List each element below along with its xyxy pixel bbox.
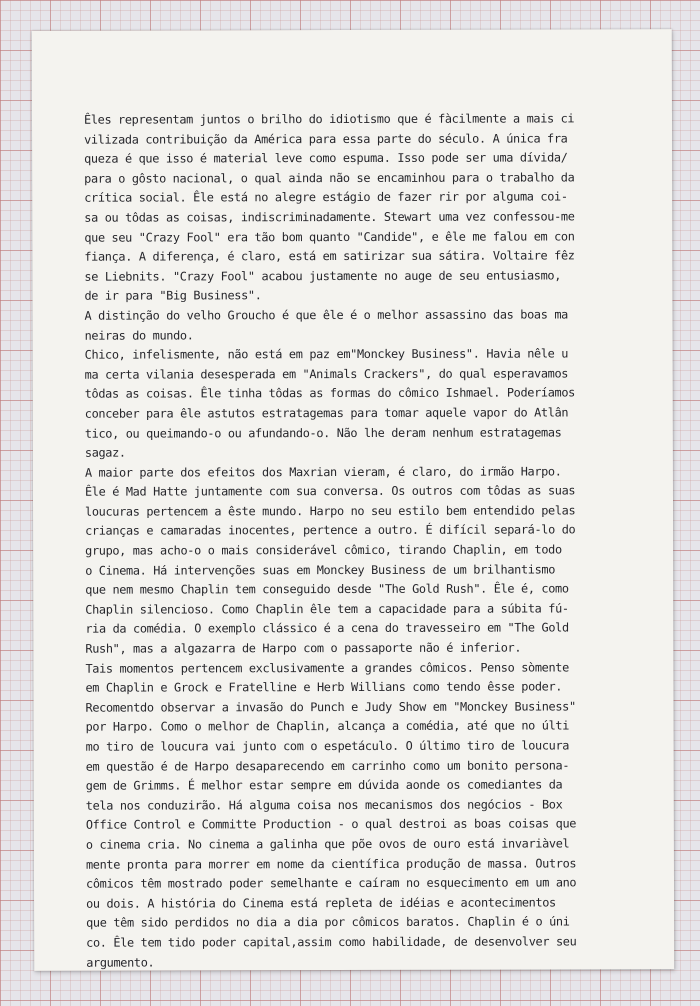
text-line: co. Êle tem tido poder capital,assim como habilidade, de desenvolver seu — [86, 934, 577, 950]
text-line: crítica social. Êle está no alegre estágio de fazer rir por alguma coi- — [84, 189, 568, 206]
text-line: queza é que isso é material leve como espuma. Isso pode ser uma dívida/ — [84, 150, 568, 166]
text-line: A distinção do velho Groucho é que êle é o melhor assassino das boas ma — [84, 307, 568, 323]
text-line: Chico, infelismente, não está em paz em"Monckey Business". Havia nêle u — [84, 346, 569, 362]
text-line: Rush", mas a algazarra de Harpo com o passaporte não é inferior. — [85, 640, 522, 656]
text-line: crianças e camaradas inocentes, pertence a outro. É difícil separá-lo do — [85, 522, 576, 539]
text-line: para o gôsto nacional, o qual ainda não se encaminhou para o trabalho da — [84, 170, 575, 186]
text-line: o Cinema. Há intervenções suas em Monckey Business de um brilhantismo — [85, 562, 556, 578]
text-line: por Harpo. Como o melhor de Chaplin, alcança a comédia, até que no últi — [85, 718, 570, 735]
text-line: vilizada contribuição da América para essa parte do século. A única fra — [84, 131, 568, 147]
text-line: tela nos conduzirão. Há alguma coisa nos mecanismos dos negócios - Box — [85, 797, 563, 813]
text-line: ria da comédia. O exemplo clássico é a cena do travesseiro em "The Gold — [85, 620, 569, 637]
text-line: sagaz. — [84, 445, 126, 460]
text-line: Office Control e Committe Production - o qual destroi as boas coisas que — [85, 816, 577, 833]
text-line: loucuras pertencem a êste mundo. Harpo no seu estilo bem entendido pelas — [85, 503, 576, 519]
text-line: grupo, mas acho-o o mais considerável cômico, tirando Chaplin, em todo — [85, 542, 562, 558]
text-line: tico, ou queimando-o ou afundando-o. Não lhe deram nenhum estratagemas — [84, 424, 562, 441]
text-line: ma certa vilania desesperada em "Animals Crackers", do qual esperavamos — [84, 366, 569, 382]
text-line: tôdas as coisas. Êle tinha tôdas as formas do cômico Ishmael. Poderíamos — [84, 385, 575, 402]
text-line: em questão é de Harpo desaparecendo em carrinho como um bonito persona- — [85, 758, 570, 774]
text-line: conceber para êle astutos estratagemas para tomar aquele vapor do Atlân — [84, 405, 569, 421]
text-line: Chaplin silencioso. Como Chaplin êle tem a capacidade para a súbita fú- — [85, 601, 569, 617]
text-line: de ir para "Big Business". — [84, 288, 262, 304]
text-line: Recomentdo observar a invasão do Punch e Judy Show em "Monckey Business" — [85, 699, 576, 715]
text-line: ou dois. A história do Cinema está repleta de idéias e acontecimentos — [86, 895, 556, 911]
text-line: Tais momentos pertencem exclusivamente a grandes cômicos. Penso sòmente — [85, 660, 569, 676]
text-line: Êles representam juntos o brilho do idiotismo que é fàcilmente a mais ci — [83, 111, 575, 127]
text-line: fiança. A diferença, é claro, está em satirizar sua sátira. Voltaire fêz — [84, 248, 575, 264]
text-line: mo tiro de loucura vai junto com o espetáculo. O último tiro de loucura — [85, 738, 570, 754]
text-line: A maior parte dos efeitos dos Maxrian vieram, é claro, do irmão Harpo. — [84, 464, 562, 480]
text-line: que nem mesmo Chaplin tem conseguido desde "The Gold Rush". Êle é, como — [85, 581, 569, 597]
text-line: sa ou tôdas as coisas, indiscriminadamente. Stewart uma vez confessou-me — [84, 209, 575, 225]
text-line: em Chaplin e Grock e Fratelline e Herb Willians como tendo êsse poder. — [85, 679, 563, 695]
text-line: se Liebnits. "Crazy Fool" acabou justamente no auge de seu entusiasmo, — [84, 268, 562, 284]
text-line: gem de Grimms. É melhor estar sempre em dúvida aonde os comediantes da — [85, 777, 563, 793]
text-line: o cinema cria. No cinema a galinha que põe ovos de ouro está invariàvel — [85, 836, 570, 852]
typewritten-sheet — [32, 29, 674, 971]
typed-text-block — [84, 109, 666, 973]
text-line: neiras do mundo. — [84, 327, 194, 343]
text-line: que seu "Crazy Fool" era tão bom quanto "Candide", e êle me falou em con — [84, 228, 575, 245]
text-line: argumento. — [86, 955, 155, 970]
text-line: Êle é Mad Hatte juntamente com sua conversa. Os outros com tôdas as suas — [84, 483, 576, 499]
text-line: que têm sido perdidos no dia a dia por cômicos baratos. Chaplin é o úni — [86, 914, 570, 931]
text-line: cômicos têm mostrado poder semelhante e caíram no esquecimento em um ano — [85, 875, 577, 891]
text-line: mente pronta para morrer em nome da científica produção de massa. Outros — [85, 855, 577, 872]
